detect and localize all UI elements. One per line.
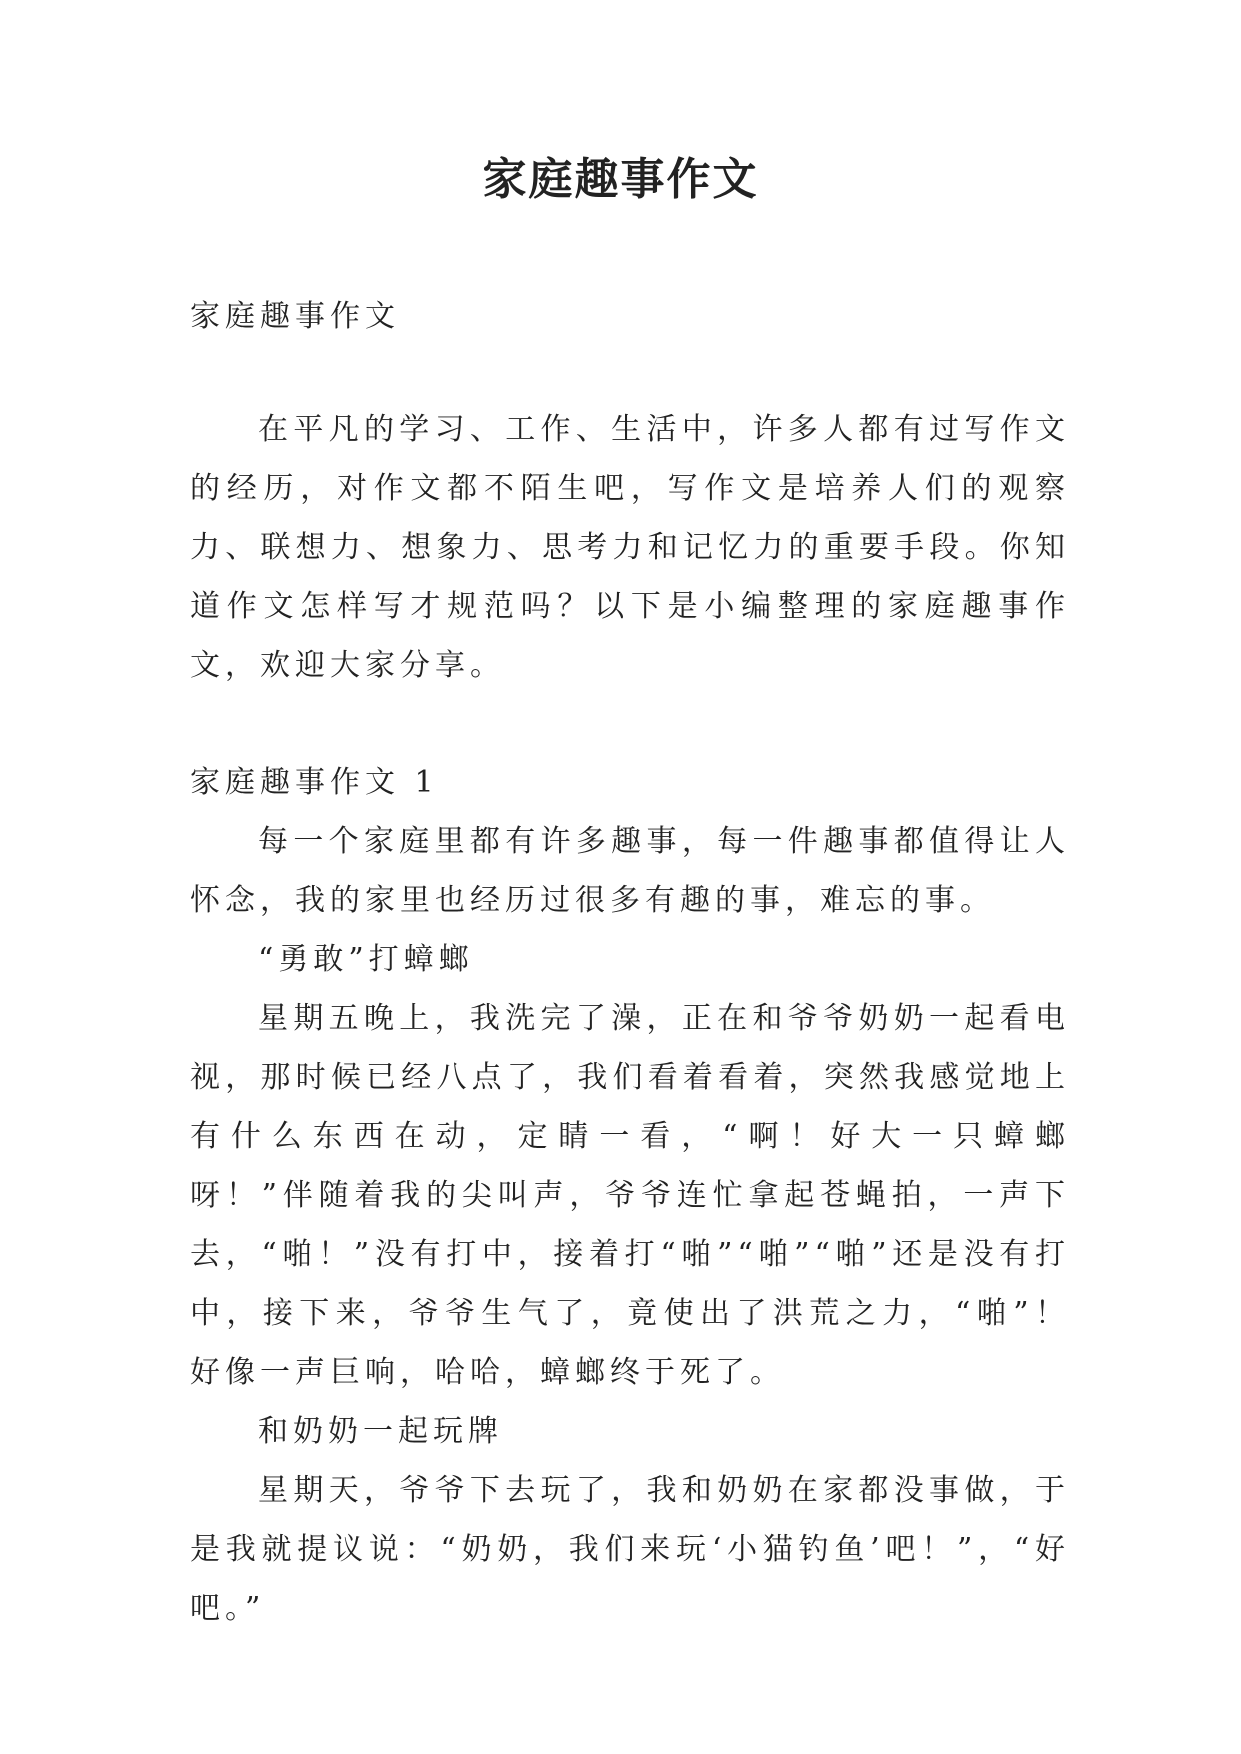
document-title: 家庭趣事作文 <box>482 154 759 205</box>
document-subtitle: 家庭趣事作文 <box>190 299 400 334</box>
essay-subheading-cards: 和奶奶一起玩牌 <box>258 1414 503 1449</box>
section-heading: 家庭趣事作文 1 <box>190 765 439 800</box>
essay-paragraph-1: 每一个家庭里都有许多趣事，每一件趣事都值得让人怀念，我的家里也经历过很多有趣的事，难忘的事。 <box>190 824 1070 918</box>
essay-subheading-cockroach: “勇敢”打蟑螂 <box>258 942 474 977</box>
essay-body <box>190 812 1070 1638</box>
intro-paragraph: 在平凡的学习、工作、生活中，许多人都有过写作文的经历，对作文都不陌生吧，写作文是培养人们的观察力、联想力、想象力、思考力和记忆力的重要手段。你知道作文怎样写才规范吗？以下是小编整理的家庭趣事作文，欢迎大家分享。 <box>190 412 1070 683</box>
essay-paragraph-2: 星期五晚上，我洗完了澡，正在和爷爷奶奶一起看电视，那时候已经八点了，我们看着看着，突然我感觉地上有什么东西在动，定睛一看，“啊！好大一只蟑螂呀！”伴随着我的尖叫声，爷爷连忙拿起苍蝇拍，一声下去，“啪！”没有打中，接着打“啪”“啪”“啪”还是没有打中，接下来，爷爷生气了，竟使出了洪荒之力，“啪”！好像一声巨响，哈哈，蟑螂终于死了。 <box>190 1001 1070 1390</box>
essay-paragraph-3: 星期天，爷爷下去玩了，我和奶奶在家都没事做，于是我就提议说：“奶奶，我们来玩‘小猫钓鱼’吧！”，“好吧。” <box>190 1473 1070 1626</box>
